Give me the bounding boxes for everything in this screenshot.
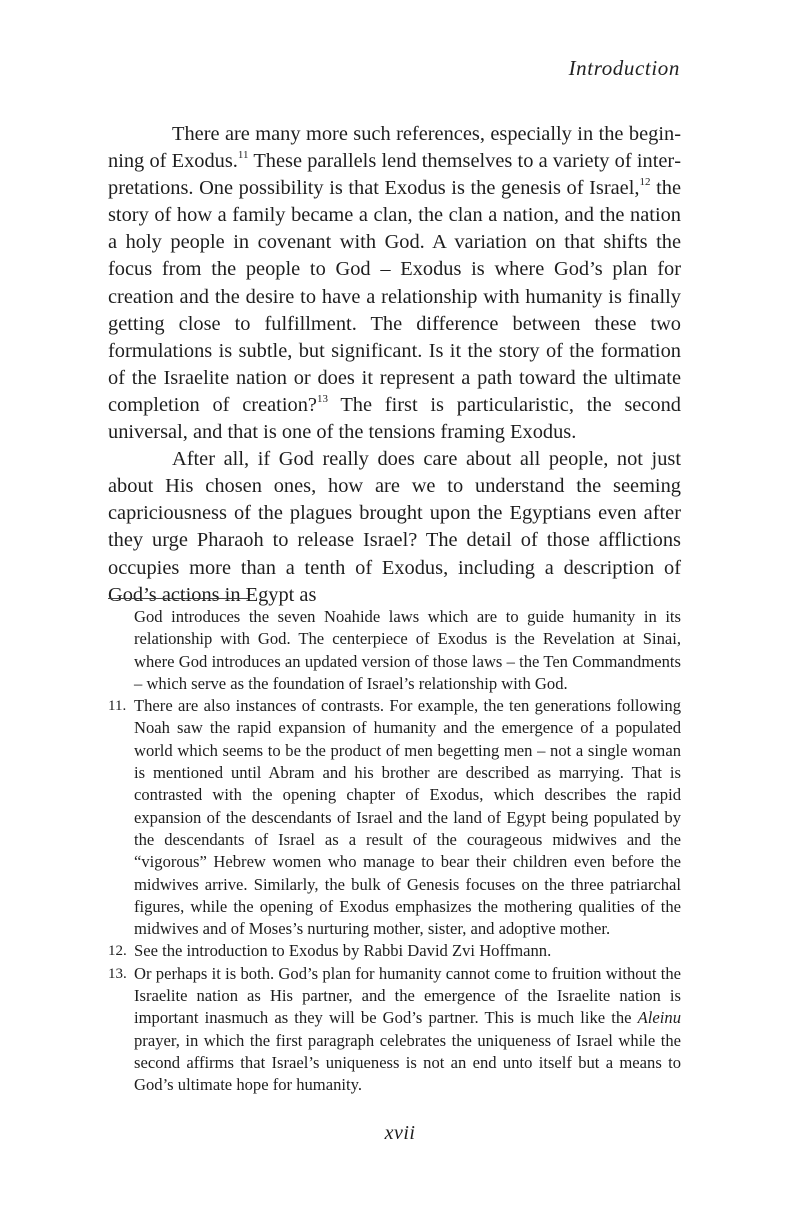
footnote-italic-term: Aleinu: [637, 1008, 681, 1028]
footnote-reference[interactable]: 13: [316, 392, 328, 405]
footnote-text: God introduces the seven Noahide laws which are to guide humanity in its relationship with God. The centerpiece of Exodus is the Revelation at Sinai, where God introduces an updated version of those laws – the Ten Commandments – which serve as the foundation of Israel’s relationship with God.: [134, 607, 681, 693]
main-text: [108, 121, 681, 609]
body-text-segment: the story of how a family became a clan, the clan a nation, and the nation a holy people in covenant with God. A variation on that shifts the focus from the people to God – Exodus is where God’s plan for creation and the desire to have a relationship with humanity is finally getting close to fulfillment. The difference between these two formulations is subtle, but significant. Is it the story of the formation of the Israelite nation or does it represent a path toward the ultimate completion of creation?: [108, 177, 681, 416]
footnote-continuation: [108, 606, 681, 695]
footnote-13: [108, 963, 681, 1097]
body-text-segment: These parallels lend themselves to a variety of interpretations. One possibility is that Exodus is the genesis of Israel,: [108, 150, 682, 200]
footnote-text: There are also instances of contrasts. For example, the ten generations following Noah saw the rapid expansion of humanity and the emergence of a populated world which seems to be the product of men begetting men – not a single woman is mentioned until Abram and his brother are described as marrying. That is contrasted with the opening chapter of Exodus, which describes the rapid expansion of the descendants of Israel and the land of Egypt being populated by the descendants of Israel as a result of the courageous midwives and the “vigorous” Hebrew women who manage to bear their children even before the midwives arrive. Similarly, the bulk of Genesis focuses on the three patriarchal figures, while the opening of Exodus emphasizes the mothering qualities of the midwives and of Moses’s nurturing mother, sister, and adoptive mother.: [134, 696, 681, 939]
footnotes: [108, 606, 681, 1097]
footnote-12: [108, 940, 681, 962]
footnote-reference[interactable]: 12: [639, 176, 651, 189]
body-paragraph: [108, 446, 681, 609]
footnote-number: 13.: [108, 965, 127, 982]
body-paragraph: [108, 121, 681, 446]
page-number: xvii: [384, 1122, 416, 1144]
footnote-separator-rule: [108, 598, 250, 599]
body-text-segment: The first is particularistic, the second universal, and that is one of the tensions framing Exodus.: [108, 393, 681, 444]
footnote-number: 12.: [108, 943, 127, 960]
footnote-reference[interactable]: 11: [237, 149, 249, 162]
footnote-11: [108, 695, 681, 940]
footnote-number: 11.: [108, 698, 127, 715]
running-head: Introduction: [568, 56, 680, 80]
footnote-text: Or perhaps it is both. God’s plan for humanity cannot come to fruition without the Israelite nation as His partner, and the emergence of the Israelite nation is important inasmuch as they will be God’s partner. This is much like the: [134, 963, 681, 1028]
body-text-segment: After all, if God really does care about all people, not just about His chosen ones, how are we to understand the seeming capriciousness of the plagues brought upon the Egyptians even after they urge Pharaoh to release Israel? The detail of those afflictions occupies more than a tenth of Exodus, including a description of God’s actions in Egypt as: [108, 448, 681, 606]
footnote-text: prayer, in which the first paragraph celebrates the uniqueness of Israel while the second affirms that Israel’s uniqueness is not an end unto itself but a means to God’s ultimate hope for humanity.: [134, 1030, 681, 1095]
body-text-segment: There are many more such references, especially in the beginning of Exodus.: [108, 123, 681, 173]
footnote-text: See the introduction to Exodus by Rabbi David Zvi Hoffmann.: [134, 941, 552, 961]
